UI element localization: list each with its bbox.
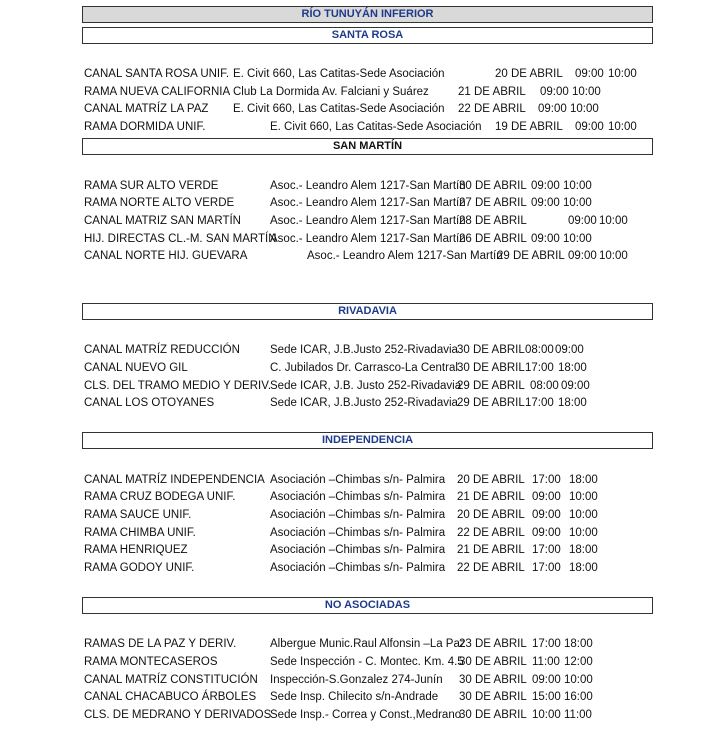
row-start-time: 09:00 bbox=[532, 509, 561, 521]
row-name: RAMA NORTE ALTO VERDE bbox=[84, 197, 235, 209]
row-start-time: 08:00 bbox=[530, 380, 559, 392]
row-date: 20 DE ABRIL bbox=[495, 68, 563, 80]
row-name: CANAL NUEVO GIL bbox=[84, 362, 188, 374]
row-end-time: 10:00 bbox=[563, 233, 592, 245]
row-name: RAMA SAUCE UNIF. bbox=[84, 509, 192, 521]
table-row bbox=[0, 378, 712, 394]
row-name: RAMA CRUZ BODEGA UNIF. bbox=[84, 491, 236, 503]
row-date: 30 DE ABRIL bbox=[459, 180, 527, 192]
row-place: Inspección-S.Gonzalez 274-Junín bbox=[270, 674, 443, 686]
row-start-time: 08:00 bbox=[525, 344, 554, 356]
row-start-time: 17:00 bbox=[532, 562, 561, 574]
section-header-independencia: INDEPENDENCIA bbox=[82, 432, 653, 449]
row-place: Sede ICAR, J.B.Justo 252-Rivadavia bbox=[270, 397, 458, 409]
row-date: 30 DE ABRIL bbox=[459, 691, 527, 703]
row-place: Asoc.- Leandro Alem 1217-San Martín bbox=[270, 215, 466, 227]
row-name: CANAL NORTE HIJ. GUEVARA bbox=[84, 250, 248, 262]
row-start-time: 09:00 bbox=[531, 197, 560, 209]
row-start-time: 09:00 bbox=[532, 674, 561, 686]
row-place: E. Civit 660, Las Catitas-Sede Asociación bbox=[233, 68, 445, 80]
row-end-time: 10:00 bbox=[563, 197, 592, 209]
row-name: CANAL SANTA ROSA UNIF. bbox=[84, 68, 230, 80]
row-end-time: 18:00 bbox=[569, 562, 598, 574]
row-name: RAMA MONTECASEROS bbox=[84, 656, 218, 668]
row-place: Club La Dormida Av. Falciani y Suárez bbox=[233, 86, 429, 98]
row-date: 23 DE ABRIL bbox=[459, 638, 527, 650]
row-date: 26 DE ABRIL bbox=[459, 233, 527, 245]
table-row bbox=[0, 707, 712, 723]
row-place: Asociación –Chimbas s/n- Palmira bbox=[270, 509, 446, 521]
row-place: Albergue Munic.Raul Alfonsin –La Paz bbox=[270, 638, 466, 650]
table-row bbox=[0, 231, 712, 247]
row-start-time: 09:00 bbox=[568, 215, 597, 227]
row-name: RAMAS DE LA PAZ Y DERIV. bbox=[84, 638, 237, 650]
row-name: RAMA CHIMBA UNIF. bbox=[84, 527, 196, 539]
row-date: 29 DE ABRIL bbox=[497, 250, 565, 262]
row-name: RAMA GODOY UNIF. bbox=[84, 562, 195, 574]
row-start-time: 10:00 bbox=[532, 709, 561, 721]
row-end-time: 10:00 bbox=[599, 215, 628, 227]
row-date: 21 DE ABRIL bbox=[457, 491, 525, 503]
row-end-time: 11:00 bbox=[564, 709, 592, 721]
row-name: RAMA DORMIDA UNIF. bbox=[84, 121, 206, 133]
row-name: RAMA NUEVA CALIFORNIA bbox=[84, 86, 231, 98]
table-row bbox=[0, 507, 712, 523]
row-date: 19 DE ABRIL bbox=[495, 121, 563, 133]
row-date: 28 DE ABRIL bbox=[459, 215, 527, 227]
row-end-time: 10:00 bbox=[569, 527, 598, 539]
row-name: CANAL CHACABUCO ÁRBOLES bbox=[84, 691, 257, 703]
row-date: 22 DE ABRIL bbox=[457, 562, 525, 574]
row-start-time: 09:00 bbox=[531, 233, 560, 245]
row-end-time: 10:00 bbox=[608, 121, 637, 133]
row-end-time: 12:00 bbox=[564, 656, 593, 668]
section-header-santa-rosa: SANTA ROSA bbox=[82, 27, 653, 44]
row-start-time: 17:00 bbox=[525, 397, 554, 409]
row-name: CANAL MATRÍZ LA PAZ bbox=[84, 103, 209, 115]
table-row bbox=[0, 489, 712, 505]
table-row bbox=[0, 195, 712, 211]
table-row bbox=[0, 472, 712, 488]
row-end-time: 10:00 bbox=[570, 103, 599, 115]
row-start-time: 09:00 bbox=[531, 180, 560, 192]
table-row bbox=[0, 525, 712, 541]
row-date: 30 DE ABRIL bbox=[459, 656, 527, 668]
row-date: 29 DE ABRIL bbox=[457, 380, 525, 392]
row-date: 21 DE ABRIL bbox=[458, 86, 526, 98]
row-name: HIJ. DIRECTAS CL.-M. SAN MARTÍN bbox=[84, 233, 277, 245]
section-header-no-asociadas: NO ASOCIADAS bbox=[82, 597, 653, 614]
row-place: Asociación –Chimbas s/n- Palmira bbox=[270, 474, 446, 486]
row-date: 30 DE ABRIL bbox=[459, 674, 527, 686]
row-end-time: 10:00 bbox=[563, 180, 592, 192]
row-end-time: 09:00 bbox=[555, 344, 584, 356]
row-place: Sede Insp. Chilecito s/n-Andrade bbox=[270, 691, 439, 703]
row-start-time: 09:00 bbox=[575, 121, 604, 133]
section-header-san-martin: SAN MARTÍN bbox=[82, 138, 653, 155]
table-row bbox=[0, 542, 712, 558]
row-start-time: 11:00 bbox=[532, 656, 560, 668]
table-row bbox=[0, 119, 712, 135]
row-place: Asociación –Chimbas s/n- Palmira bbox=[270, 562, 446, 574]
row-place: Asociación –Chimbas s/n- Palmira bbox=[270, 491, 446, 503]
row-place: Sede ICAR, J.B. Justo 252-Rivadavia bbox=[270, 380, 462, 392]
row-date: 22 DE ABRIL bbox=[458, 103, 526, 115]
row-name: CLS. DE MEDRANO Y DERIVADOS bbox=[84, 709, 272, 721]
row-date: 30 DE ABRIL bbox=[457, 344, 525, 356]
row-start-time: 17:00 bbox=[525, 362, 554, 374]
row-place: Asoc.- Leandro Alem 1217-San Martín bbox=[307, 250, 503, 262]
row-end-time: 18:00 bbox=[558, 397, 587, 409]
row-start-time: 09:00 bbox=[540, 86, 569, 98]
row-place: C. Jubilados Dr. Carrasco-La Central bbox=[270, 362, 458, 374]
table-row bbox=[0, 636, 712, 652]
row-place: Asociación –Chimbas s/n- Palmira bbox=[270, 527, 446, 539]
row-date: 20 DE ABRIL bbox=[457, 474, 525, 486]
row-start-time: 15:00 bbox=[532, 691, 561, 703]
row-end-time: 10:00 bbox=[569, 509, 598, 521]
row-place: Sede Insp.- Correa y Const.,Medrano bbox=[270, 709, 462, 721]
row-name: CANAL MATRIZ SAN MARTÍN bbox=[84, 215, 241, 227]
row-start-time: 09:00 bbox=[575, 68, 604, 80]
row-place: E. Civit 660, Las Catitas-Sede Asociación bbox=[270, 121, 482, 133]
row-date: 22 DE ABRIL bbox=[457, 527, 525, 539]
table-row bbox=[0, 178, 712, 194]
row-place: Asoc.- Leandro Alem 1217-San Martín bbox=[270, 197, 466, 209]
row-end-time: 10:00 bbox=[572, 86, 601, 98]
row-name: CANAL LOS OTOYANES bbox=[84, 397, 215, 409]
row-place: Sede Inspección - C. Montec. Km. 4.5 bbox=[270, 656, 464, 668]
row-end-time: 16:00 bbox=[564, 691, 593, 703]
row-start-time: 09:00 bbox=[538, 103, 567, 115]
table-row bbox=[0, 360, 712, 376]
row-start-time: 17:00 bbox=[532, 474, 561, 486]
row-start-time: 09:00 bbox=[568, 250, 597, 262]
table-row bbox=[0, 213, 712, 229]
row-date: 27 DE ABRIL bbox=[459, 197, 527, 209]
row-end-time: 10:00 bbox=[608, 68, 637, 80]
row-end-time: 10:00 bbox=[564, 674, 593, 686]
row-end-time: 18:00 bbox=[569, 544, 598, 556]
row-name: RAMA SUR ALTO VERDE bbox=[84, 180, 219, 192]
table-row bbox=[0, 395, 712, 411]
table-row bbox=[0, 654, 712, 670]
main-title: RÍO TUNUYÁN INFERIOR bbox=[82, 6, 653, 23]
row-date: 20 DE ABRIL bbox=[457, 509, 525, 521]
row-date: 21 DE ABRIL bbox=[457, 544, 525, 556]
table-row bbox=[0, 560, 712, 576]
row-end-time: 09:00 bbox=[561, 380, 590, 392]
row-start-time: 09:00 bbox=[532, 491, 561, 503]
row-name: CANAL MATRÍZ REDUCCIÓN bbox=[84, 344, 240, 356]
row-place: Sede ICAR, J.B.Justo 252-Rivadavia bbox=[270, 344, 458, 356]
row-end-time: 10:00 bbox=[569, 491, 598, 503]
table-row bbox=[0, 689, 712, 705]
row-name: CANAL MATRÍZ INDEPENDENCIA bbox=[84, 474, 265, 486]
table-row bbox=[0, 248, 712, 264]
row-start-time: 17:00 bbox=[532, 638, 561, 650]
row-end-time: 18:00 bbox=[569, 474, 598, 486]
row-date: 30 DE ABRIL bbox=[459, 709, 527, 721]
row-date: 29 DE ABRIL bbox=[457, 397, 525, 409]
row-name: CLS. DEL TRAMO MEDIO Y DERIV. bbox=[84, 380, 272, 392]
row-start-time: 17:00 bbox=[532, 544, 561, 556]
table-row bbox=[0, 342, 712, 358]
row-place: Asociación –Chimbas s/n- Palmira bbox=[270, 544, 446, 556]
section-header-rivadavia: RIVADAVIA bbox=[82, 303, 653, 320]
row-start-time: 09:00 bbox=[532, 527, 561, 539]
row-name: CANAL MATRÍZ CONSTITUCIÓN bbox=[84, 674, 258, 686]
table-row bbox=[0, 84, 712, 100]
table-row bbox=[0, 672, 712, 688]
row-place: E. Civit 660, Las Catitas-Sede Asociación bbox=[233, 103, 445, 115]
row-end-time: 18:00 bbox=[564, 638, 593, 650]
row-name: RAMA HENRIQUEZ bbox=[84, 544, 188, 556]
table-row bbox=[0, 66, 712, 82]
row-end-time: 18:00 bbox=[558, 362, 587, 374]
table-row bbox=[0, 101, 712, 117]
row-place: Asoc.- Leandro Alem 1217-San Martín bbox=[270, 233, 466, 245]
row-place: Asoc.- Leandro Alem 1217-San Martín bbox=[270, 180, 466, 192]
row-end-time: 10:00 bbox=[599, 250, 628, 262]
row-date: 30 DE ABRIL bbox=[457, 362, 525, 374]
